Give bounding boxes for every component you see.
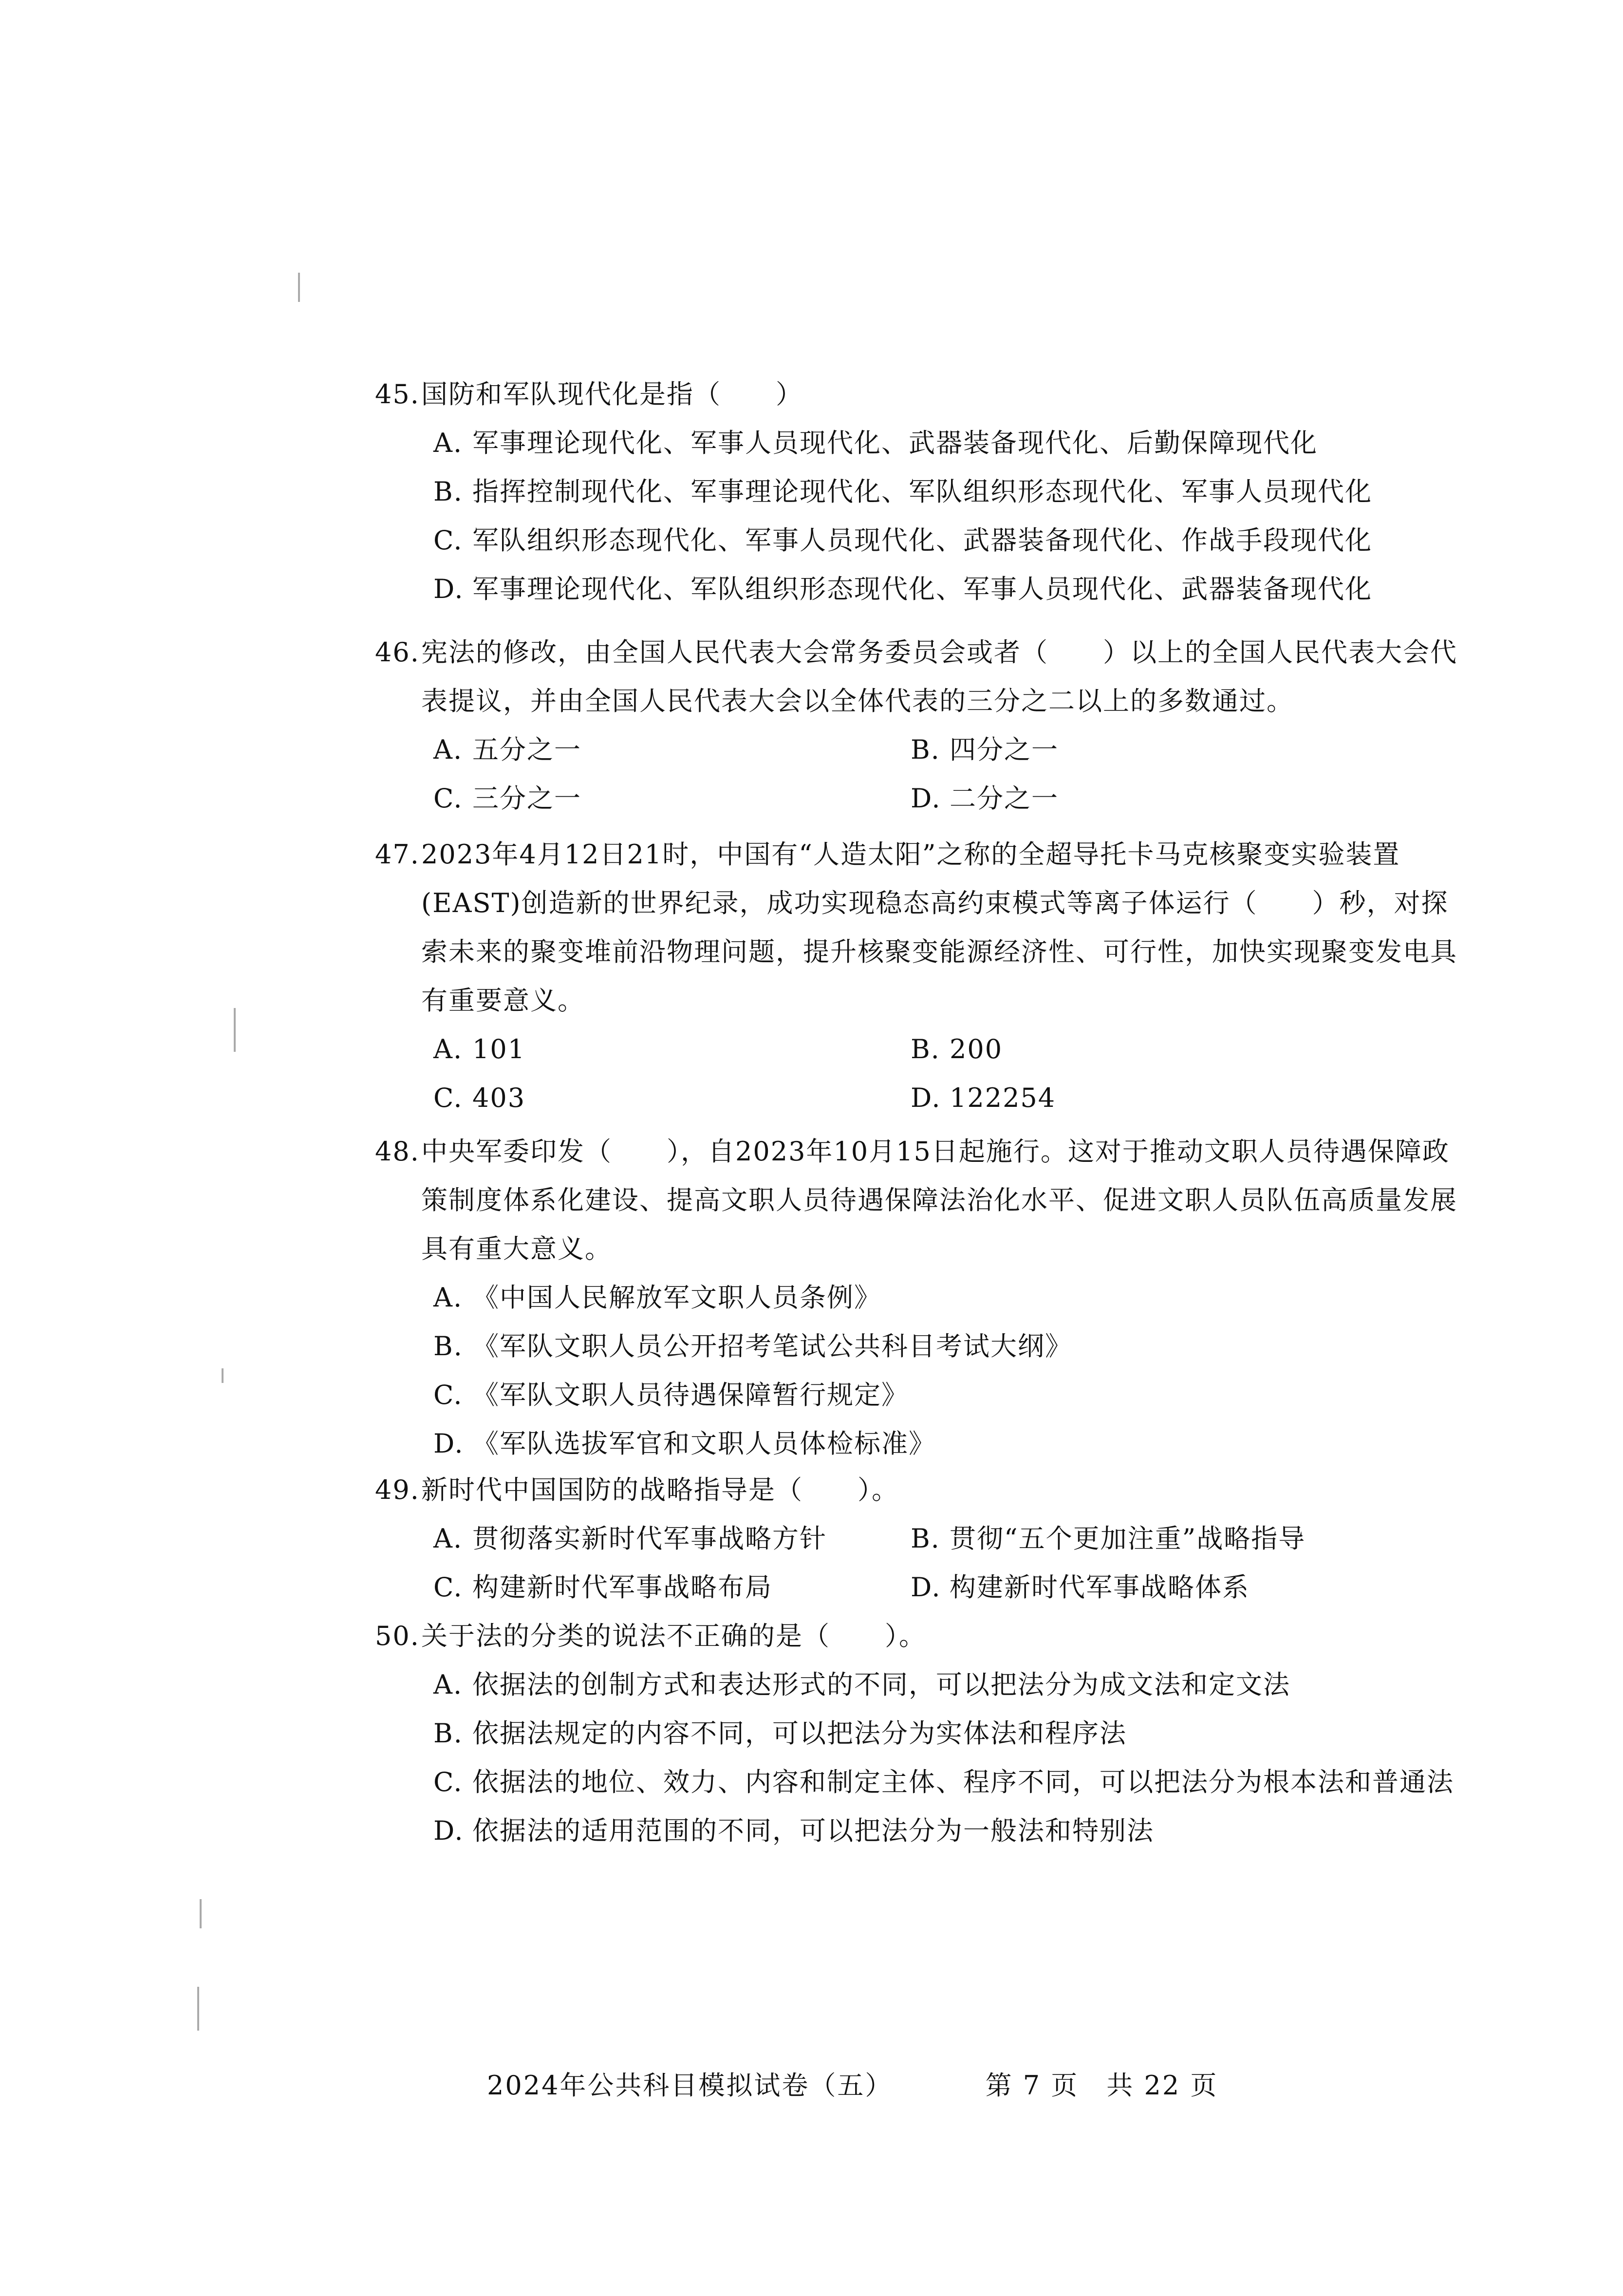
option-a: [375, 1661, 1475, 1709]
question-48: [375, 1127, 1475, 1468]
option-label: B.: [433, 1331, 463, 1362]
option-a: [433, 1514, 911, 1563]
option-text: 122254: [950, 1083, 1056, 1113]
option-label: B.: [433, 476, 463, 507]
question-number: 47.: [375, 839, 420, 870]
option-text: 军事理论现代化、军队组织形态现代化、军事人员现代化、武器装备现代化: [472, 574, 1372, 604]
option-d: [911, 774, 1388, 823]
option-text: 构建新时代军事战略体系: [950, 1572, 1250, 1603]
option-label: A.: [433, 734, 463, 765]
option-label: D.: [911, 783, 941, 814]
option-label: D.: [433, 574, 464, 604]
page-footer: [487, 2065, 1218, 2102]
option-row: [375, 726, 1475, 774]
option-text: 二分之一: [950, 783, 1059, 814]
question-stem: [375, 1466, 1475, 1514]
question-stem: [375, 1127, 1475, 1273]
option-text: 200: [950, 1034, 1003, 1064]
option-a: [433, 726, 911, 774]
option-label: B.: [433, 1718, 463, 1749]
option-text: 贯彻落实新时代军事战略方针: [472, 1523, 827, 1554]
scan-artifact: [234, 1008, 236, 1052]
option-label: D.: [911, 1083, 941, 1113]
option-c: [433, 1563, 911, 1612]
option-label: C.: [433, 1380, 463, 1410]
question-number: 46.: [375, 637, 420, 668]
question-number: 49.: [375, 1475, 420, 1505]
option-label: D.: [433, 1815, 464, 1846]
option-label: D.: [911, 1572, 941, 1603]
question-text: 关于法的分类的说法不正确的是（ ）。: [421, 1621, 926, 1651]
option-label: A.: [433, 428, 463, 458]
question-number: 50.: [375, 1621, 420, 1651]
option-label: A.: [433, 1669, 463, 1700]
option-c: [375, 516, 1475, 565]
option-text: 军事理论现代化、军事人员现代化、武器装备现代化、后勤保障现代化: [472, 428, 1318, 458]
question-49: [375, 1466, 1475, 1612]
option-row: [375, 1563, 1475, 1612]
option-b: [375, 467, 1475, 516]
option-label: A.: [433, 1034, 463, 1064]
option-label: A.: [433, 1282, 463, 1313]
option-text: 军队组织形态现代化、军事人员现代化、武器装备现代化、作战手段现代化: [472, 525, 1372, 556]
question-number: 48.: [375, 1136, 420, 1167]
option-d: [911, 1074, 1388, 1122]
scan-artifact: [298, 273, 300, 302]
question-stem: [375, 370, 1475, 419]
question-text: 国防和军队现代化是指（ ）: [421, 379, 803, 410]
option-d: [375, 565, 1475, 614]
question-50: [375, 1612, 1475, 1855]
option-label: C.: [433, 1083, 463, 1113]
option-text: 《中国人民解放军文职人员条例》: [472, 1282, 881, 1313]
option-label: B.: [911, 734, 940, 765]
option-label: B.: [911, 1523, 940, 1554]
option-b: [911, 726, 1388, 774]
question-stem: [375, 628, 1475, 726]
question-47: [375, 830, 1475, 1122]
option-c: [375, 1758, 1475, 1807]
option-row: [375, 1074, 1475, 1122]
option-text: 指挥控制现代化、军事理论现代化、军队组织形态现代化、军事人员现代化: [472, 476, 1372, 507]
option-d: [911, 1563, 1388, 1612]
option-text: 依据法规定的内容不同，可以把法分为实体法和程序法: [472, 1718, 1127, 1749]
option-c: [433, 774, 911, 823]
option-label: C.: [433, 525, 463, 556]
option-row: [375, 1514, 1475, 1563]
question-stem: [375, 1612, 1475, 1661]
option-text: 依据法的创制方式和表达形式的不同，可以把法分为成文法和定文法: [472, 1669, 1290, 1700]
option-text: 101: [472, 1034, 526, 1064]
option-text: 五分之一: [472, 734, 581, 765]
option-a: [433, 1025, 911, 1074]
option-b: [375, 1322, 1475, 1371]
option-c: [375, 1371, 1475, 1419]
question-text: 中央军委印发（ ），自2023年10月15日起施行。这对于推动文职人员待遇保障政策制度体系化建设、提高文职人员待遇保障法治化水平、促进文职人员队伍高质量发展具有重大意义。: [421, 1136, 1457, 1264]
option-b: [375, 1709, 1475, 1758]
option-label: B.: [911, 1034, 940, 1064]
option-c: [433, 1074, 911, 1122]
option-text: 四分之一: [950, 734, 1059, 765]
option-a: [375, 1273, 1475, 1322]
exam-title: 2024年公共科目模拟试卷（五）: [487, 2070, 893, 2101]
question-46: [375, 628, 1475, 823]
question-number: 45.: [375, 379, 420, 410]
question-text: 2023年4月12日21时，中国有“人造太阳”之称的全超导托卡马克核聚变实验装置(EAST)创造新的世界纪录，成功实现稳态高约束模式等离子体运行（ ）秒，对探索未来的聚变堆前沿物理问题，提升核聚变能源经济性、可行性，加快实现聚变发电具有重要意义。: [421, 839, 1457, 1016]
scan-artifact: [197, 1987, 199, 2031]
option-text: 贯彻“五个更加注重”战略指导: [950, 1523, 1306, 1554]
option-b: [911, 1025, 1388, 1074]
option-a: [375, 419, 1475, 467]
option-text: 《军队文职人员公开招考笔试公共科目考试大纲》: [472, 1331, 1072, 1362]
question-stem: [375, 830, 1475, 1025]
question-text: 新时代中国国防的战略指导是（ ）。: [421, 1475, 899, 1505]
scan-artifact: [200, 1899, 202, 1928]
option-text: 《军队文职人员待遇保障暂行规定》: [472, 1380, 909, 1410]
option-d: [375, 1419, 1475, 1468]
option-row: [375, 1025, 1475, 1074]
option-label: C.: [433, 1572, 463, 1603]
option-text: 三分之一: [472, 783, 581, 814]
option-text: 《军队选拔军官和文职人员体检标准》: [472, 1428, 936, 1459]
option-text: 构建新时代军事战略布局: [472, 1572, 772, 1603]
option-row: [375, 774, 1475, 823]
option-label: C.: [433, 783, 463, 814]
question-45: [375, 370, 1475, 614]
scan-artifact: [222, 1368, 224, 1383]
option-label: D.: [433, 1428, 464, 1459]
option-text: 依据法的地位、效力、内容和制定主体、程序不同，可以把法分为根本法和普通法: [472, 1767, 1454, 1797]
question-text: 宪法的修改，由全国人民代表大会常务委员会或者（ ）以上的全国人民代表大会代表提议，并由全国人民代表大会以全体代表的三分之二以上的多数通过。: [421, 637, 1457, 716]
option-label: C.: [433, 1767, 463, 1797]
option-text: 依据法的适用范围的不同，可以把法分为一般法和特别法: [472, 1815, 1154, 1846]
option-label: A.: [433, 1523, 463, 1554]
option-b: [911, 1514, 1388, 1563]
option-text: 403: [472, 1083, 526, 1113]
option-d: [375, 1807, 1475, 1855]
page-number: 第 7 页 共 22 页: [985, 2070, 1218, 2101]
